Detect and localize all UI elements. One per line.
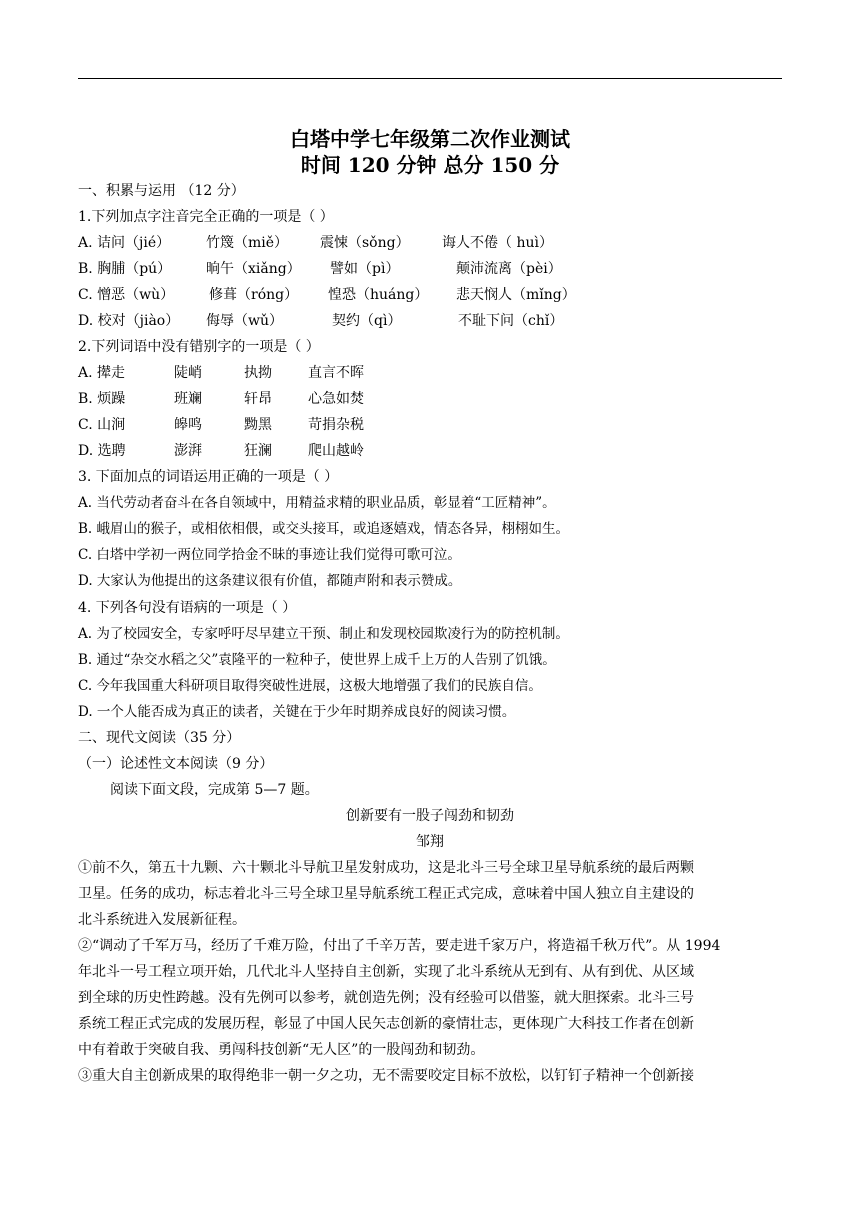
q2-d-1: D. 选聘 xyxy=(78,443,126,459)
q2-b-2: 班斓 xyxy=(174,391,202,407)
article-line: 北斗系统进入发展新征程。 xyxy=(78,912,246,928)
q1-a-4: 诲人不倦（ huì） xyxy=(442,235,553,251)
q1-stem: 1.下列加点字注音完全正确的一项是（ ） xyxy=(78,209,334,225)
q3-option-c: C. 白塔中学初一两位同学拾金不昧的事迹让我们觉得可歌可泣。 xyxy=(78,547,461,563)
q2-c-4: 苛捐杂税 xyxy=(308,417,364,433)
q2-d-4: 爬山越岭 xyxy=(308,443,364,459)
q2-b-3: 轩昂 xyxy=(244,391,272,407)
article-line: ③重大自主创新成果的取得绝非一朝一夕之功，无不需要咬定目标不放松，以钉钉子精神一个创新接 xyxy=(78,1068,694,1084)
section1-heading: 一、积累与运用 （12 分） xyxy=(78,183,245,199)
article-line: ①前不久，第五十九颗、六十颗北斗导航卫星发射成功，这是北斗三号全球卫星导航系统的最后两颗 xyxy=(78,860,694,876)
section2-subheading: （一）论述性文本阅读（9 分） xyxy=(78,756,274,772)
q1-c-1: C. 憎恶（wù） xyxy=(78,287,175,303)
q2-a-3: 执拗 xyxy=(244,365,272,381)
q2-option-d xyxy=(78,441,782,461)
q1-b-3: 譬如（pì） xyxy=(330,261,400,277)
article-line: 年北斗一号工程立项开始，几代北斗人坚持自主创新，实现了北斗系统从无到有、从有到优、从区域 xyxy=(78,964,694,980)
q2-stem: 2.下列词语中没有错别字的一项是（ ） xyxy=(78,339,320,355)
q4-option-b: B. 通过“杂交水稻之父”袁隆平的一粒种子，使世界上成千上万的人告别了饥饿。 xyxy=(78,652,556,668)
q1-d-1: D. 校对（jiào） xyxy=(78,313,180,329)
q1-d-4: 不耻下问（chǐ） xyxy=(458,313,564,329)
reading-instruction: 阅读下面文段，完成第 5—7 题。 xyxy=(110,782,319,798)
q1-c-2: 修葺（róng） xyxy=(209,287,299,303)
q1-option-b xyxy=(78,259,782,279)
header-rule xyxy=(78,78,782,79)
q1-b-2: 晌午（xiǎng） xyxy=(206,261,301,277)
q1-c-3: 惶恐（huáng） xyxy=(328,287,429,303)
q2-c-1: C. 山涧 xyxy=(78,417,126,433)
q4-option-c: C. 今年我国重大科研项目取得突破性进展，这极大地增强了我们的民族自信。 xyxy=(78,678,542,694)
q3-stem: 3. 下面加点的词语运用正确的一项是（ ） xyxy=(78,469,339,485)
q4-option-a: A. 为了校园安全，专家呼吁尽早建立干预、制止和发现校园欺凌行为的防控机制。 xyxy=(78,626,569,642)
q2-c-3: 黝黑 xyxy=(244,417,272,433)
q1-a-1: A. 诘问（jié） xyxy=(78,235,171,251)
q2-d-3: 狂澜 xyxy=(244,443,272,459)
q2-option-b xyxy=(78,389,782,409)
q2-option-c xyxy=(78,415,782,435)
article-line: ②“调动了千军万马，经历了千难万险，付出了千辛万苦，要走进千家万户，将造福千秋万代”。从 1994 xyxy=(78,938,721,954)
q2-b-4: 心急如焚 xyxy=(308,391,364,407)
page-title: 白塔中学七年级第二次作业测试 xyxy=(290,127,570,151)
q1-d-3: 契约（qì） xyxy=(332,313,402,329)
article-line: 系统工程正式完成的发展历程，彰显了中国人民矢志创新的豪情壮志，更体现广大科技工作者在创新 xyxy=(78,1016,694,1032)
article-line: 卫星。任务的成功，标志着北斗三号全球卫星导航系统工程正式完成，意味着中国人独立自主建设的 xyxy=(78,886,694,902)
q1-a-3: 震悚（sǒng） xyxy=(320,235,410,251)
q2-a-2: 陡峭 xyxy=(174,365,202,381)
q3-option-d: D. 大家认为他提出的这条建议很有价值，都随声附和表示赞成。 xyxy=(78,573,462,589)
q1-b-1: B. 胸脯（pú） xyxy=(78,261,172,277)
page-subtitle: 时间 120 分钟 总分 150 分 xyxy=(300,153,560,177)
article-line: 中有着敢于突破自我、勇闯科技创新“无人区”的一股闯劲和韧劲。 xyxy=(78,1042,485,1058)
article-author: 邹翔 xyxy=(416,834,444,850)
article-line: 到全球的历史性跨越。没有先例可以参考，就创造先例；没有经验可以借鉴，就大胆探索。北斗三号 xyxy=(78,990,694,1006)
q3-option-b: B. 峨眉山的猴子，或相依相偎，或交头接耳，或追逐嬉戏，情态各异，栩栩如生。 xyxy=(78,521,570,537)
q1-option-d xyxy=(78,311,782,331)
q2-a-1: A. 撵走 xyxy=(78,365,126,381)
q1-option-a xyxy=(78,233,782,253)
q1-c-4: 悲天悯人（mǐng） xyxy=(456,287,576,303)
q3-option-a: A. 当代劳动者奋斗在各自领域中，用精益求精的职业品质，彰显着“工匠精神”。 xyxy=(78,495,556,511)
q1-a-2: 竹篾（miě） xyxy=(206,235,289,251)
q2-d-2: 澎湃 xyxy=(174,443,202,459)
q4-stem: 4. 下列各句没有语病的一项是（ ） xyxy=(78,600,297,616)
article-title: 创新要有一股子闯劲和韧劲 xyxy=(346,808,514,824)
q2-a-4: 直言不晖 xyxy=(308,365,364,381)
q1-b-4: 颠沛流离（pèi） xyxy=(456,261,562,277)
q2-option-a xyxy=(78,363,782,383)
q2-c-2: 皞鸣 xyxy=(174,417,202,433)
q4-option-d: D. 一个人能否成为真正的读者，关键在于少年时期养成良好的阅读习惯。 xyxy=(78,704,516,720)
q1-d-2: 侮辱（wǔ） xyxy=(206,313,283,329)
q2-b-1: B. 烦躁 xyxy=(78,391,126,407)
section2-heading: 二、现代文阅读（35 分） xyxy=(78,730,241,746)
q1-option-c xyxy=(78,285,782,305)
